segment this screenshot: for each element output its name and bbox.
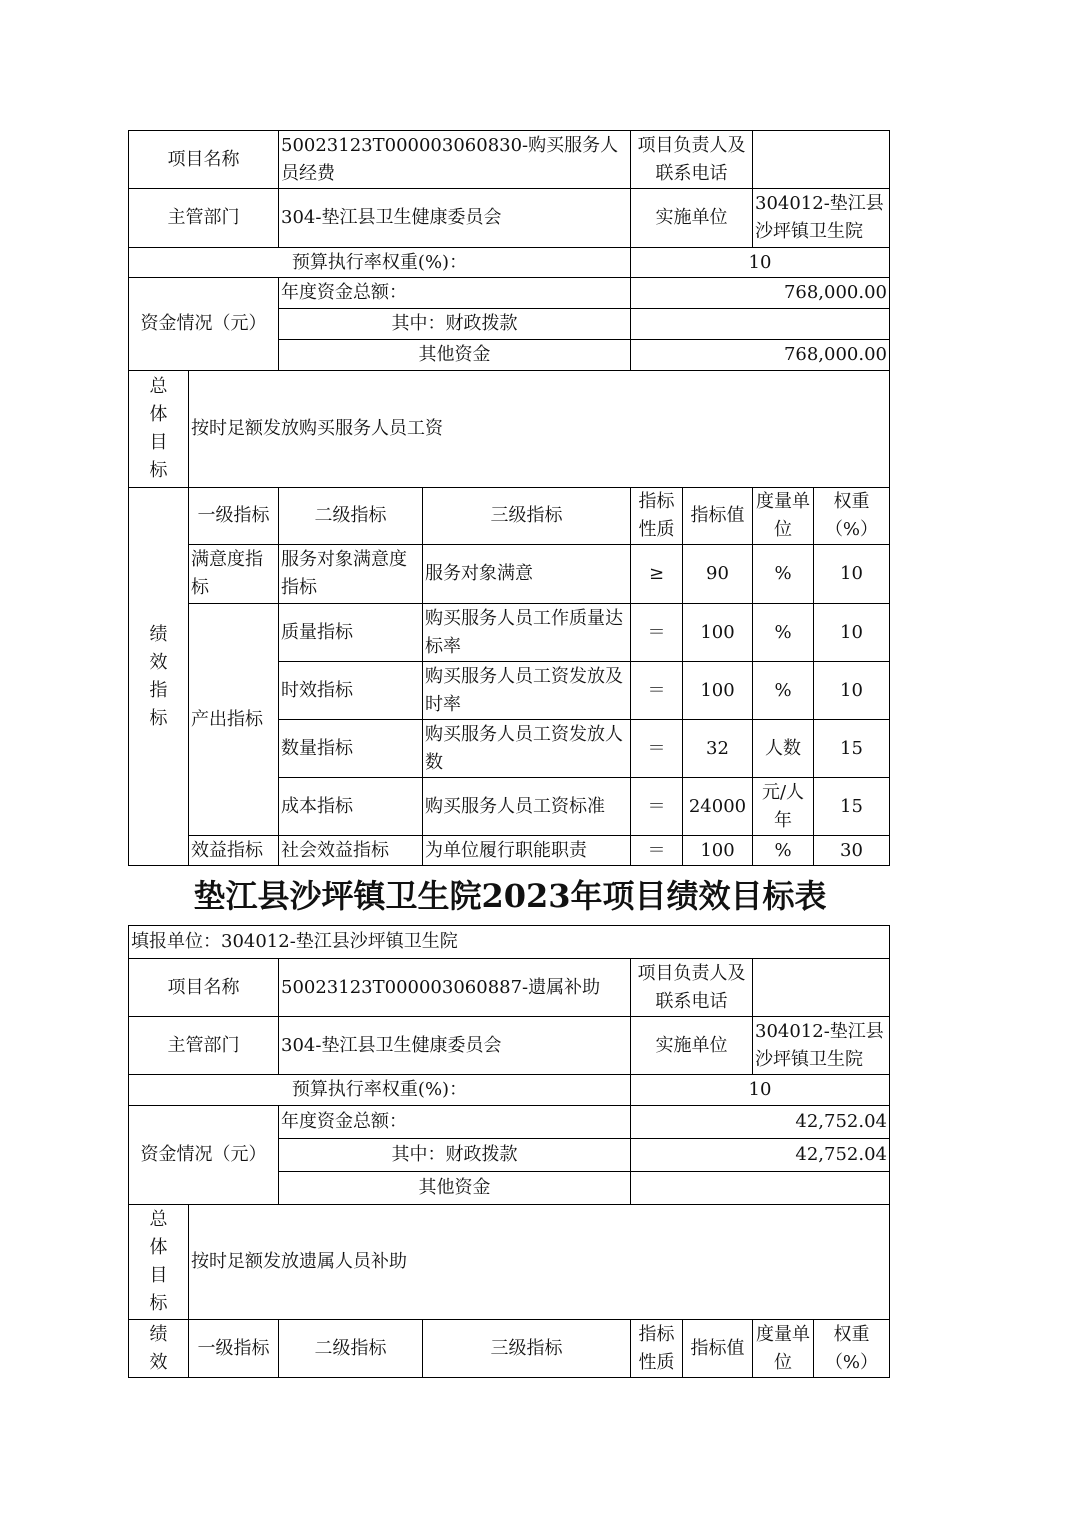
header-value: 指标值 [683,488,753,545]
project-name-value: 50023123T000003060830-购买服务人员经费 [279,131,631,189]
header-level3: 三级指标 [423,1320,631,1378]
level2-cell: 成本指标 [279,778,423,836]
annual-total-value: 768,000.00 [631,278,890,309]
impl-unit-label: 实施单位 [631,1017,753,1075]
value-cell: 24000 [683,778,753,836]
header-level1: 一级指标 [189,1320,279,1378]
dept-value: 304-垫江县卫生健康委员会 [279,189,631,248]
header-level3: 三级指标 [423,488,631,545]
funds-label: 资金情况（元） [129,278,279,371]
weight-cell: 10 [814,545,890,604]
filler-unit: 填报单位：304012-垫江县沙坪镇卫生院 [129,926,890,959]
unit-cell: 人数 [753,720,814,778]
weight-cell: 10 [814,604,890,662]
unit-cell: % [753,662,814,720]
project-name-value: 50023123T000003060887-遗属补助 [279,959,631,1017]
goal-label: 总 体 目 标 [129,371,189,488]
budget-weight-label: 预算执行率权重(%)： [129,1075,631,1106]
table-row [129,545,890,604]
other-funds-value [631,1172,890,1205]
fiscal-value: 42,752.04 [631,1139,890,1172]
contact-value [753,131,890,189]
unit-cell: % [753,836,814,866]
fiscal-label: 其中：财政拨款 [279,1139,631,1172]
header-unit: 度量单位 [753,1320,814,1378]
page-title: 垫江县沙坪镇卫生院2023年项目绩效目标表 [193,877,827,915]
level1-cell: 产出指标 [189,604,279,836]
nature-cell: ＝ [631,720,683,778]
dept-value: 304-垫江县卫生健康委员会 [279,1017,631,1075]
level3-cell: 为单位履行职能职责 [423,836,631,866]
value-cell: 32 [683,720,753,778]
perf-indicator-label: 绩 效 [129,1320,189,1378]
value-cell: 100 [683,604,753,662]
level3-cell: 购买服务人员工作质量达标率 [423,604,631,662]
funds-label: 资金情况（元） [129,1106,279,1205]
unit-cell: % [753,545,814,604]
goal-value: 按时足额发放遗属人员补助 [189,1205,890,1320]
level1-cell: 效益指标 [189,836,279,866]
dept-label: 主管部门 [129,189,279,248]
nature-cell: ＝ [631,604,683,662]
contact-label: 项目负责人及联系电话 [631,131,753,189]
nature-cell: ≥ [631,545,683,604]
header-weight: 权重（%） [814,1320,890,1378]
annual-total-label: 年度资金总额： [279,278,631,309]
performance-table-2 [128,925,890,1378]
weight-cell: 30 [814,836,890,866]
unit-cell: % [753,604,814,662]
annual-total-label: 年度资金总额： [279,1106,631,1139]
fiscal-value [631,309,890,340]
weight-cell: 15 [814,778,890,836]
dept-label: 主管部门 [129,1017,279,1075]
level2-cell: 社会效益指标 [279,836,423,866]
level3-cell: 服务对象满意 [423,545,631,604]
perf-indicator-label: 绩 效 指 标 [129,488,189,866]
header-value: 指标值 [683,1320,753,1378]
contact-label: 项目负责人及联系电话 [631,959,753,1017]
impl-unit-value: 304012-垫江县沙坪镇卫生院 [753,1017,890,1075]
header-level1: 一级指标 [189,488,279,545]
level3-cell: 购买服务人员工资发放及时率 [423,662,631,720]
level3-cell: 购买服务人员工资标准 [423,778,631,836]
header-unit: 度量单位 [753,488,814,545]
goal-value: 按时足额发放购买服务人员工资 [189,371,890,488]
table-row [129,604,890,662]
value-cell: 90 [683,545,753,604]
goal-label: 总 体 目 标 [129,1205,189,1320]
header-nature: 指标性质 [631,1320,683,1378]
header-nature: 指标性质 [631,488,683,545]
contact-value [753,959,890,1017]
fiscal-label: 其中：财政拨款 [279,309,631,340]
nature-cell: ＝ [631,836,683,866]
level1-cell: 满意度指标 [189,545,279,604]
unit-cell: 元/人年 [753,778,814,836]
table-row [129,836,890,866]
project-name-label: 项目名称 [129,131,279,189]
project-name-label: 项目名称 [129,959,279,1017]
impl-unit-label: 实施单位 [631,189,753,248]
value-cell: 100 [683,662,753,720]
level2-cell: 数量指标 [279,720,423,778]
header-level2: 二级指标 [279,488,423,545]
value-cell: 100 [683,836,753,866]
level2-cell: 时效指标 [279,662,423,720]
budget-weight-value: 10 [631,1075,890,1106]
header-level2: 二级指标 [279,1320,423,1378]
header-weight: 权重（%） [814,488,890,545]
weight-cell: 15 [814,720,890,778]
level2-cell: 服务对象满意度指标 [279,545,423,604]
nature-cell: ＝ [631,662,683,720]
impl-unit-value: 304012-垫江县沙坪镇卫生院 [753,189,890,248]
other-funds-value: 768,000.00 [631,340,890,371]
level2-cell: 质量指标 [279,604,423,662]
other-funds-label: 其他资金 [279,1172,631,1205]
nature-cell: ＝ [631,778,683,836]
annual-total-value: 42,752.04 [631,1106,890,1139]
budget-weight-value: 10 [631,248,890,278]
level3-cell: 购买服务人员工资发放人数 [423,720,631,778]
other-funds-label: 其他资金 [279,340,631,371]
budget-weight-label: 预算执行率权重(%)： [129,248,631,278]
weight-cell: 10 [814,662,890,720]
performance-table-1 [128,130,890,866]
